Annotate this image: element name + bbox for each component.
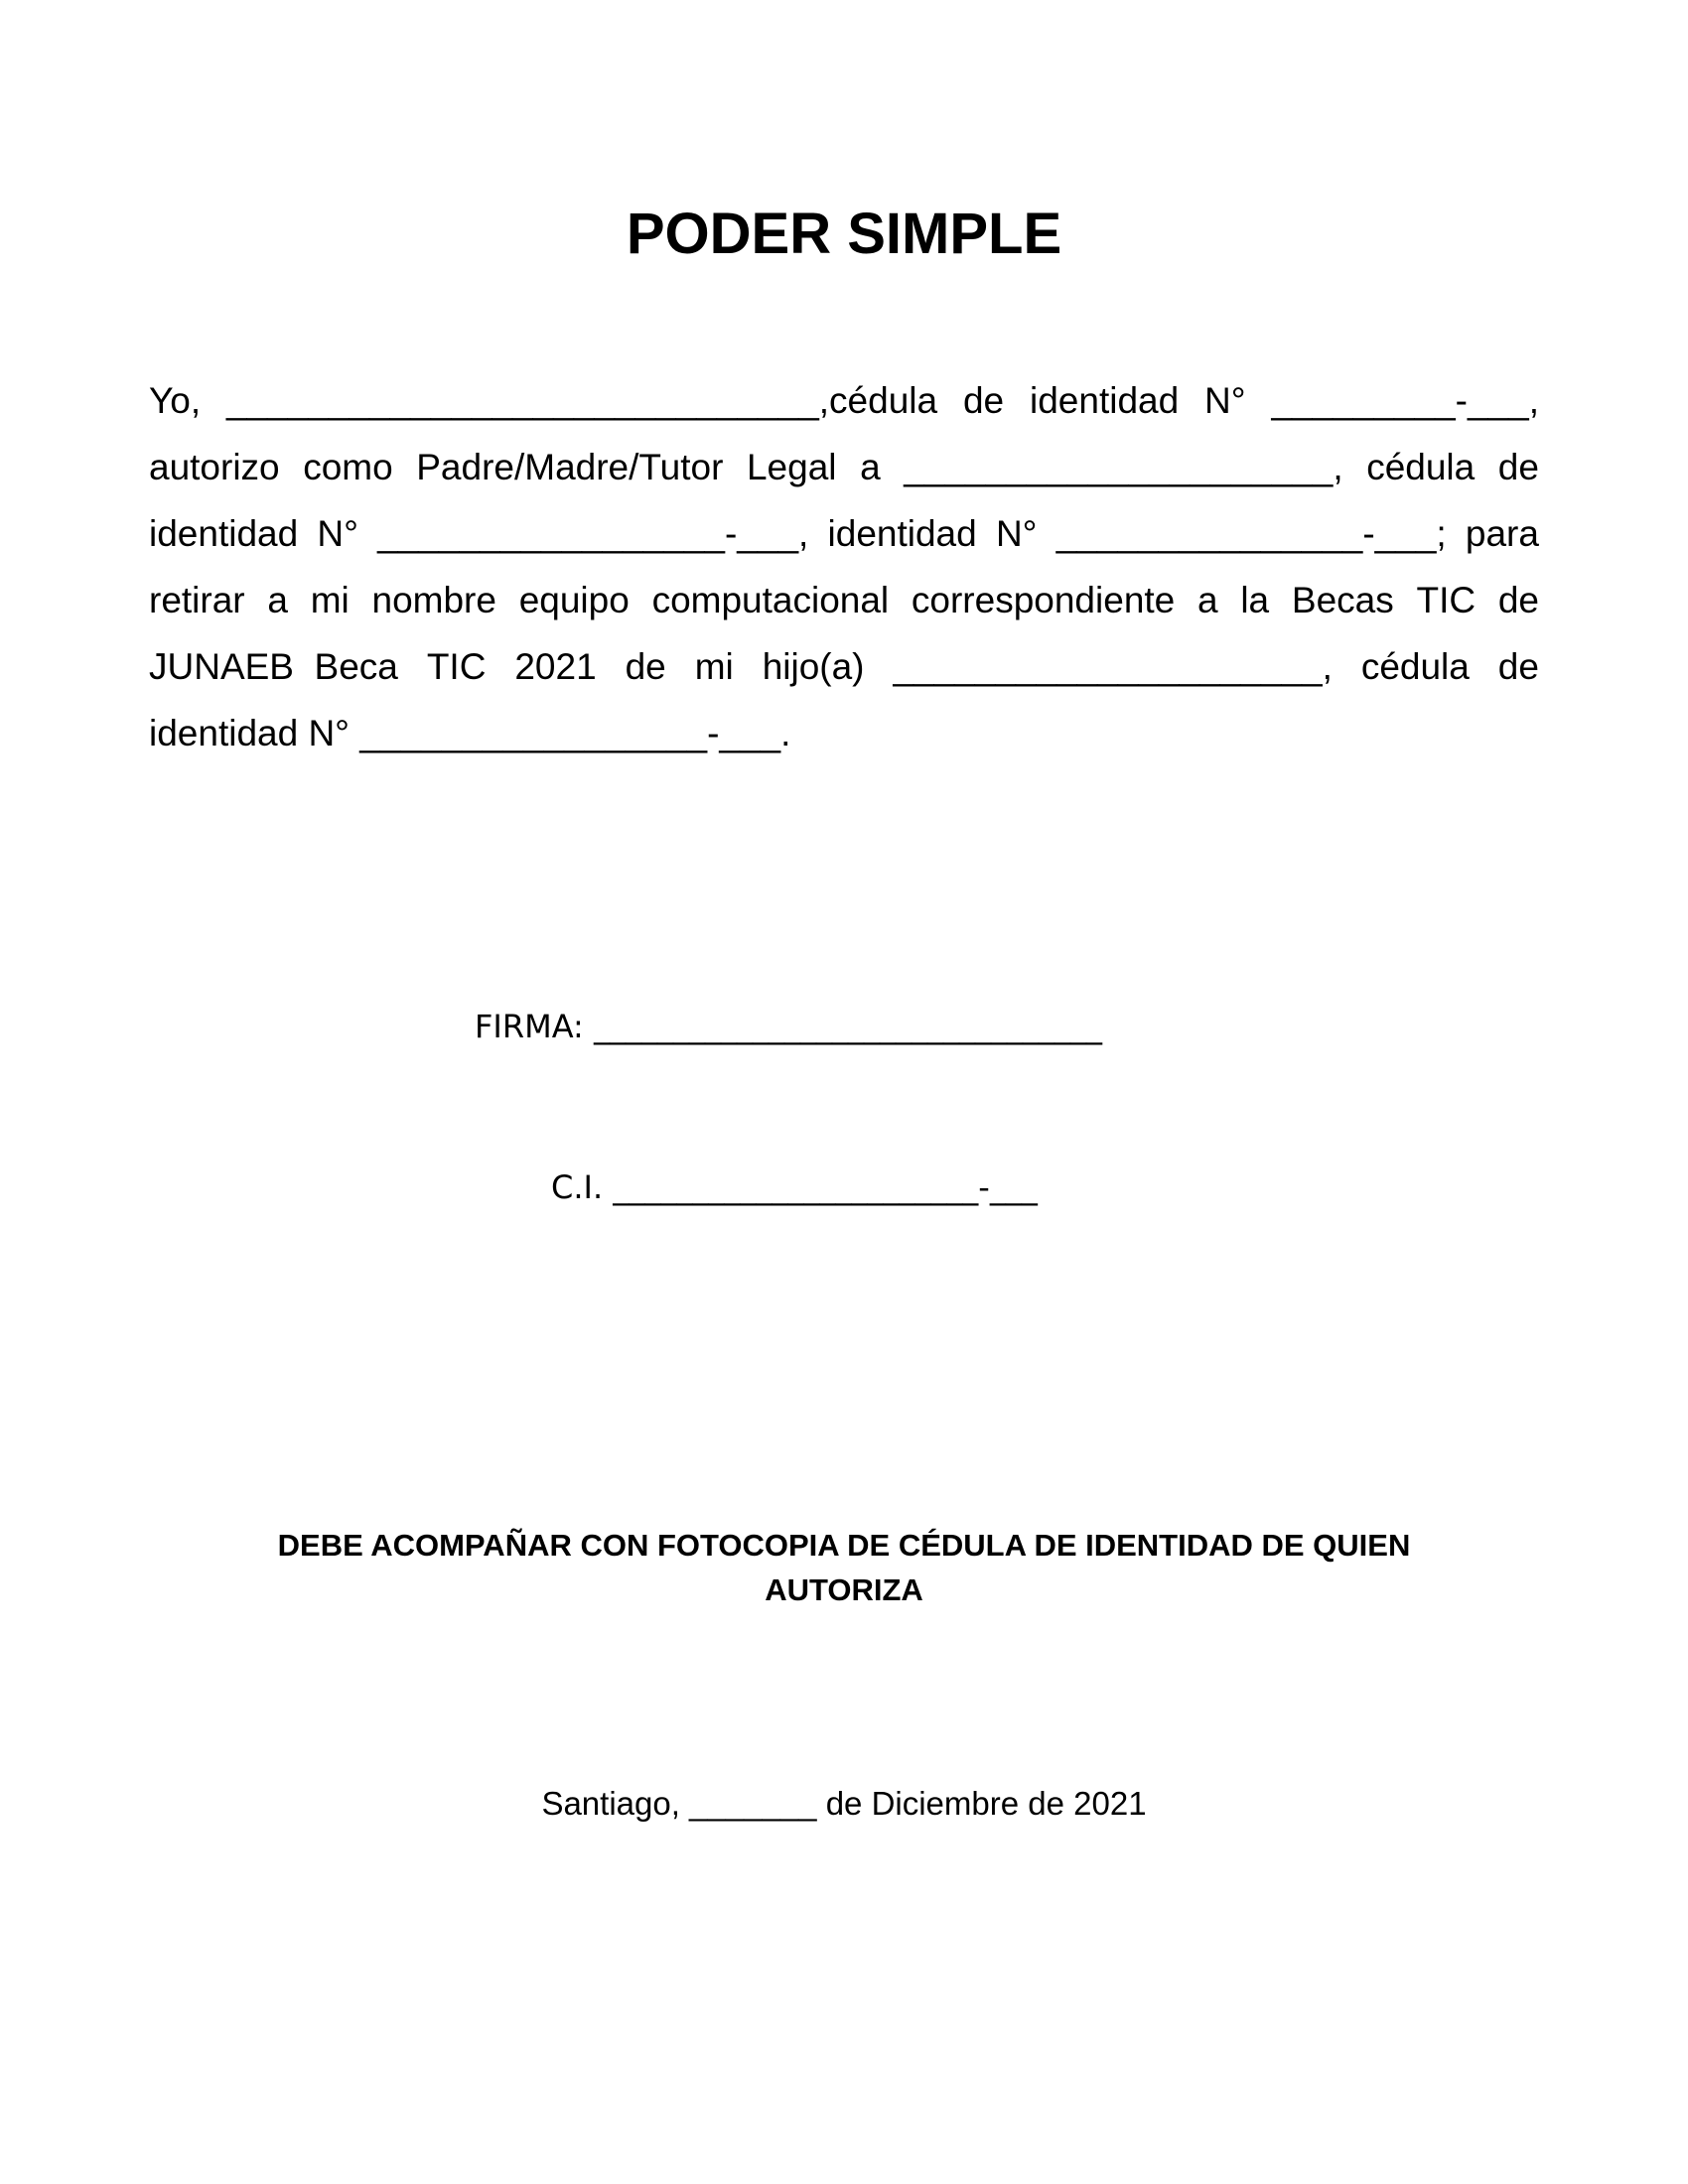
- word: N°: [995, 513, 1038, 554]
- word: hijo(a): [762, 646, 865, 687]
- word: a: [267, 580, 288, 620]
- id-number-blank: _________-___,: [1271, 380, 1539, 421]
- word: para: [1465, 513, 1539, 554]
- word: autorizo: [149, 447, 280, 487]
- notice-line-1: DEBE ACOMPAÑAR CON FOTOCOPIA DE CÉDULA DE IDENTIDAD DE QUIEN: [277, 1528, 1411, 1563]
- photocopy-notice: [199, 1523, 1489, 1612]
- word: Padre/Madre/Tutor: [416, 447, 724, 487]
- word: retirar: [149, 580, 245, 620]
- document-title: PODER SIMPLE: [626, 202, 1062, 266]
- signature-line: FIRMA: ________________________________: [475, 1008, 1102, 1045]
- id-number-blank: _______________-___;: [1055, 513, 1447, 554]
- word: TIC: [1416, 580, 1477, 620]
- word: de: [962, 380, 1005, 421]
- authorization-paragraph: [149, 367, 1539, 766]
- word: identidad: [827, 513, 977, 554]
- word: correspondiente: [911, 580, 1176, 620]
- paragraph-line-2: [149, 434, 1539, 500]
- paragraph-line-5: [149, 633, 1539, 700]
- word: Legal: [746, 447, 837, 487]
- word: identidad: [149, 513, 299, 554]
- word: de: [1497, 646, 1539, 687]
- word: N°: [317, 513, 358, 554]
- word: de: [1497, 580, 1539, 620]
- word: JUNAEB Beca: [149, 646, 398, 687]
- word: Becas: [1291, 580, 1394, 620]
- word: cédula: [1360, 646, 1470, 687]
- word: equipo: [518, 580, 630, 620]
- word: nombre: [371, 580, 496, 620]
- word: mi: [310, 580, 350, 620]
- word: TIC: [426, 646, 487, 687]
- id-number-line: C.I. _______________________-___: [551, 1168, 1038, 1206]
- word: mi: [694, 646, 734, 687]
- name-blank: _____________________________,cédula: [226, 380, 938, 421]
- word: Yo,: [149, 380, 202, 421]
- word: de: [1497, 447, 1539, 487]
- word: cédula: [1366, 447, 1476, 487]
- paragraph-line-4: [149, 567, 1539, 633]
- paragraph-line-3: [149, 500, 1539, 567]
- word: de: [625, 646, 666, 687]
- child-name-blank: _____________________,: [893, 646, 1333, 687]
- word: a: [1197, 580, 1218, 620]
- word: como: [303, 447, 393, 487]
- paragraph-line-1: [149, 367, 1539, 434]
- word: 2021: [514, 646, 597, 687]
- id-number-blank: _________________-___,: [377, 513, 809, 554]
- authorized-name-blank: _____________________,: [904, 447, 1343, 487]
- date-line: Santiago, _______ de Diciembre de 2021: [541, 1785, 1147, 1822]
- word: computacional: [651, 580, 890, 620]
- word: la: [1240, 580, 1270, 620]
- word: N°: [1204, 380, 1246, 421]
- word: identidad: [1029, 380, 1180, 421]
- paragraph-line-6: identidad N° _________________-___.: [149, 713, 791, 753]
- notice-line-2: AUTORIZA: [765, 1572, 923, 1607]
- word: a: [860, 447, 881, 487]
